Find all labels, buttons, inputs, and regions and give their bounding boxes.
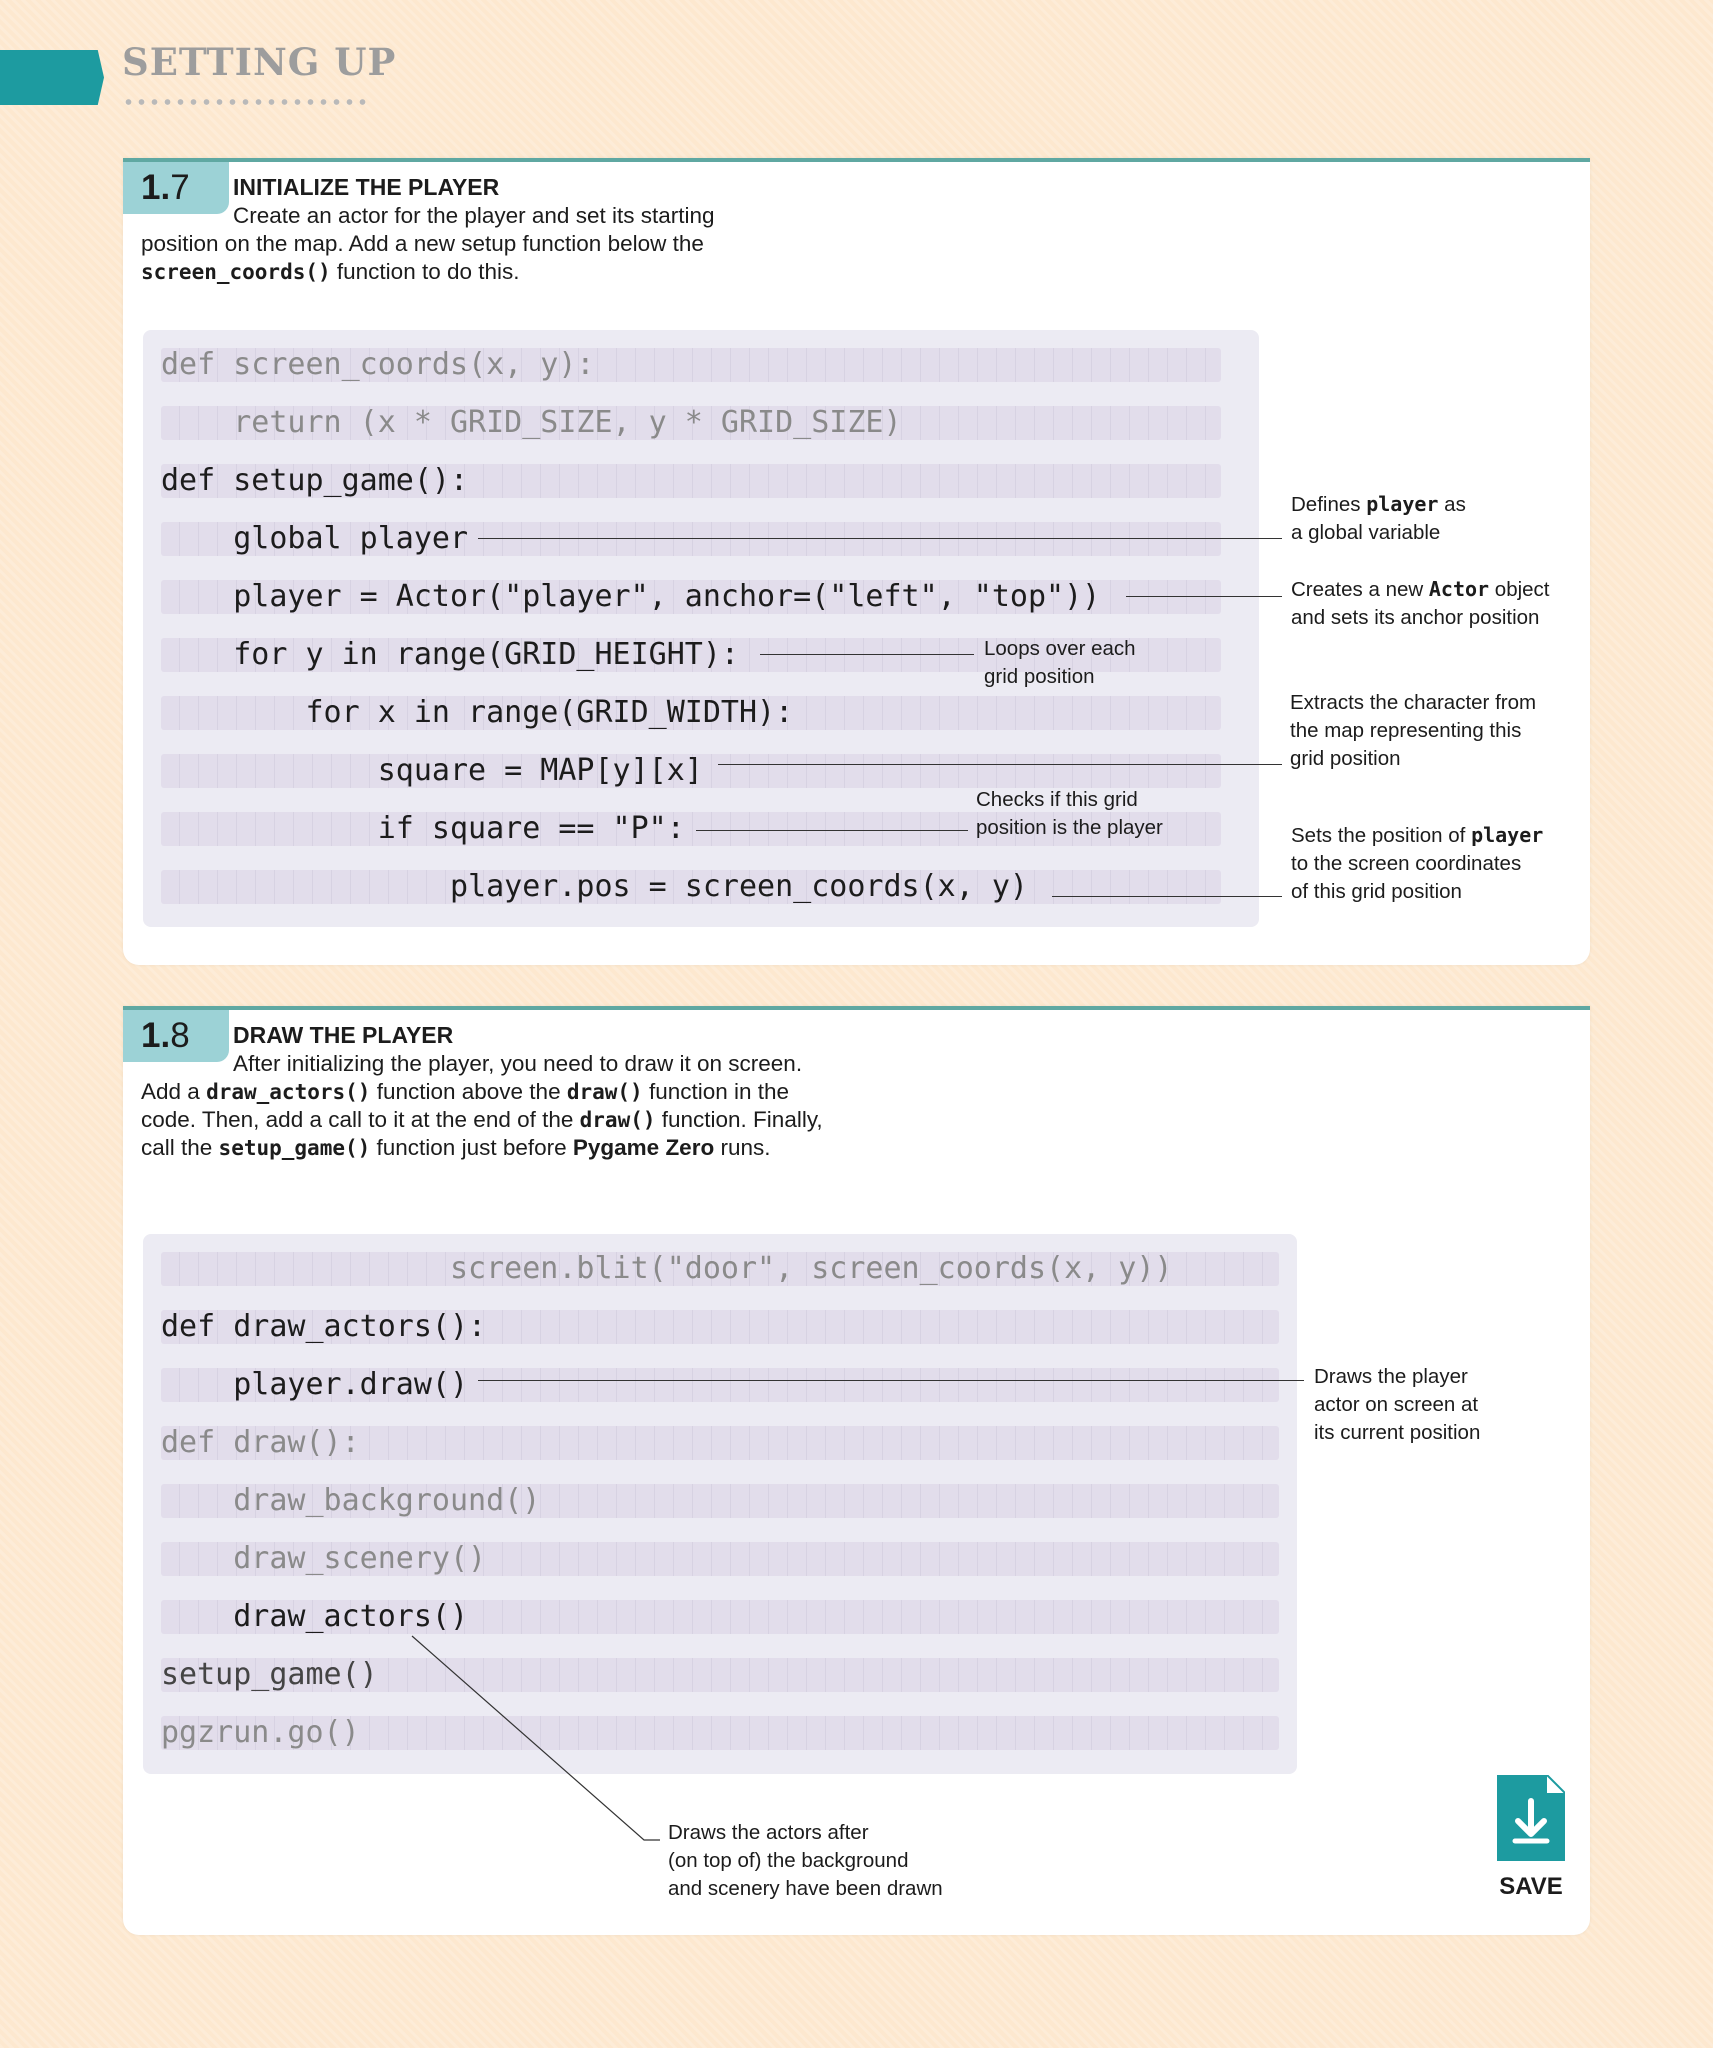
step-title: DRAW THE PLAYER (233, 1022, 454, 1048)
annotation-position: Sets the position of player to the screen coordinates of this grid position (1291, 823, 1544, 903)
code-line: player.draw() (161, 1367, 469, 1402)
code-line: setup_game() (161, 1657, 378, 1692)
annotation-extract: Extracts the character from the map representing this grid position (1290, 691, 1537, 770)
code-line: player.pos = screen_coords(x, y) (161, 869, 1028, 904)
code-line: def draw_actors(): (161, 1309, 487, 1344)
annotation-draw-player: Draws the player actor on screen at its current position (1314, 1365, 1481, 1444)
code-line: for x in range(GRID_WIDTH): (161, 695, 794, 730)
code-line: square = MAP[y][x] (161, 753, 703, 788)
save-label: SAVE (1499, 1873, 1563, 1900)
code-line: def draw(): (161, 1425, 360, 1460)
annotation-actor: Creates a new Actor object and sets its anchor position (1291, 577, 1550, 629)
code-line: return (x * GRID_SIZE, y * GRID_SIZE) (161, 405, 902, 440)
code-line: for y in range(GRID_HEIGHT): (161, 637, 739, 672)
code-line: draw_actors() (161, 1599, 469, 1634)
code-line: pgzrun.go() (161, 1715, 360, 1750)
save-button[interactable] (1497, 1775, 1565, 1861)
code-line: if square == "P": (161, 811, 685, 846)
annotation-draw-order: Draws the actors after (on top of) the background and scenery have been drawn (668, 1821, 943, 1900)
code-line: screen.blit("door", screen_coords(x, y)) (161, 1251, 1173, 1286)
section-title: SETTING UP (122, 40, 397, 84)
code-line: global player (161, 521, 469, 556)
step-number-badge: 1. 7 (123, 162, 229, 214)
code-line: draw_background() (161, 1483, 541, 1518)
step-description: Create an actor for the player and set its starting position on the map. Add a new setup function below the screen_coords() function to do this. (141, 203, 715, 284)
download-icon (1497, 1775, 1565, 1861)
step-title: INITIALIZE THE PLAYER (233, 174, 500, 200)
step-number-badge: 1. 8 (123, 1010, 229, 1062)
annotation-global: Defines player as a global variable (1291, 492, 1466, 544)
step-description: After initializing the player, you need to draw it on screen. Add a draw_actors() function above the draw() function in the code. Then, add a call to it at the end of the draw() function. Finally, call the setup_game() function just before Pygame Zero runs. (141, 1051, 823, 1160)
code-line: player = Actor("player", anchor=("left", "top")) (161, 579, 1101, 614)
code-line: def screen_coords(x, y): (161, 347, 595, 382)
code-line: draw_scenery() (161, 1541, 487, 1576)
annotation-checks: Checks if this grid position is the player (976, 788, 1163, 839)
annotation-loops: Loops over each grid position (984, 637, 1136, 688)
code-line: def setup_game(): (161, 463, 469, 498)
